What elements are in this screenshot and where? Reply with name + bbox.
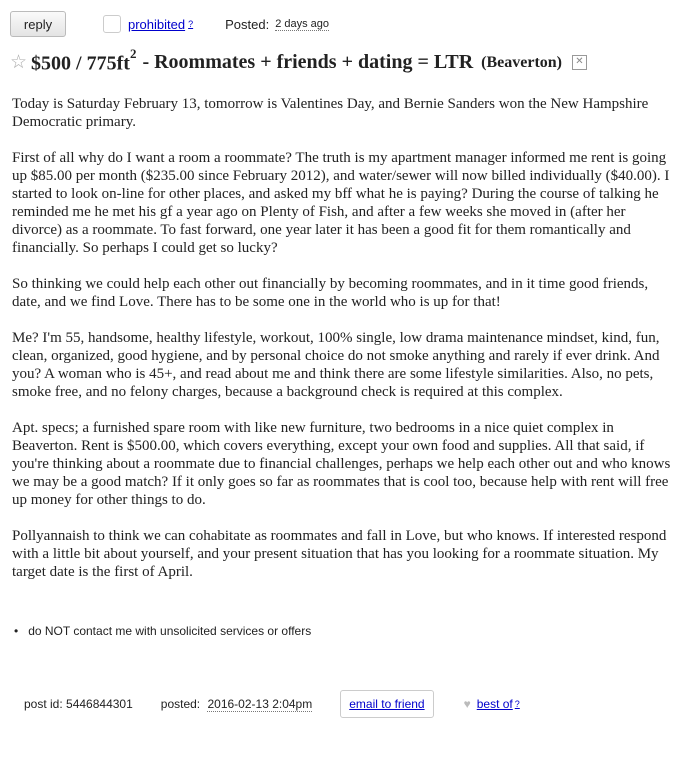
body-paragraph: Pollyannaish to think we can cohabitate as roommates and fall in Love, but who knows. If interested respond with a little bit about yourself, and your present situation that has you looking for a roommate situation. My target date is the first of April. [12, 528, 667, 580]
heart-icon[interactable]: ♥ [463, 697, 471, 711]
title-unit-superscript: 2 [129, 46, 137, 61]
favorite-star-icon[interactable]: ☆ [10, 52, 28, 74]
notice-item [14, 624, 311, 638]
body-paragraph: Apt. specs; a furnished spare room with like new furniture, two bedrooms in a nice quiet complex in Beaverton. Rent is $500.00, which covers everything, except your own food and supplies. All that said, if you're thinking about a roommate due to financial challenges, perhaps we help each other out and who knows we may be a good match? If it only goes so far as roommates that is cool too, because help with rent will free up money for other things to do. [12, 420, 671, 508]
body-paragraph: Me? I'm 55, handsome, healthy lifestyle, workout, 100% single, low drama maintenance mindset, kind, fun, clean, organized, good hygiene, and by personal choice do not smoke anything and rarely if ever drink. And you? A woman who is 45+, and read about me and think there are some lifestyle similarities. Also, no pets, smoke free, and no felony charges, because a background check is required at this complex. [12, 330, 660, 400]
notices-list [14, 624, 311, 638]
bullet-icon: • [14, 624, 19, 638]
body-paragraph: So thinking we could help each other out financially by becoming roommates, and in it time good friends, date, and we find Love. There has to be some one in the world who is up for that! [12, 276, 649, 310]
posted-time: 2 days ago [275, 17, 330, 30]
posted-label: posted: [160, 697, 201, 711]
title-text: - Roommates + friends + dating = LTR [142, 51, 474, 74]
posted-datetime: 2016-02-13 2:04pm [207, 697, 313, 711]
best-of-help-link[interactable]: ? [514, 699, 520, 709]
title-location: (Beaverton) [481, 53, 562, 71]
body-paragraph: Today is Saturday February 13, tomorrow is Valentines Day, and Bernie Sanders won the New Hampshire Democratic primary. [12, 96, 649, 130]
hide-posting-icon[interactable]: ✕ [572, 55, 587, 70]
best-of-link[interactable]: best of [476, 697, 513, 711]
posted-info [161, 697, 312, 711]
flag-checkbox[interactable] [103, 15, 121, 33]
body-paragraph: First of all why do I want a room a roommate? The truth is my apartment manager informed me rent is going up $85.00 per month ($235.00 since February 2012), and water/sewer will now billed individually ($40.00). I started to look on-line for other places, and asked my bff what he is paying? During the course of talking he reminded me he met his gf a year ago on Plenty of Fish, and after a few weeks she moved in (after her divorce) as a roommate. To fast forward, one year later it has been a good fit for them romantically and financially. So perhaps I could get so lucky? [12, 150, 670, 256]
email-to-friend-button[interactable]: email to friend [340, 690, 433, 718]
notice-text: do NOT contact me with unsolicited services or offers [28, 624, 312, 638]
prohibited-help-link[interactable]: ? [188, 19, 194, 29]
title-price: $500 / $775ft^2$ [31, 46, 137, 75]
reply-button[interactable]: reply [10, 11, 66, 37]
posting-body [12, 95, 678, 599]
post-id: post id: 5446844301 [24, 697, 133, 711]
posting-footer [24, 690, 520, 718]
prohibited-link[interactable]: prohibited [128, 16, 186, 32]
posted-label: Posted: [225, 16, 270, 32]
posting-title [10, 46, 587, 76]
post-actions-bar [10, 10, 329, 38]
